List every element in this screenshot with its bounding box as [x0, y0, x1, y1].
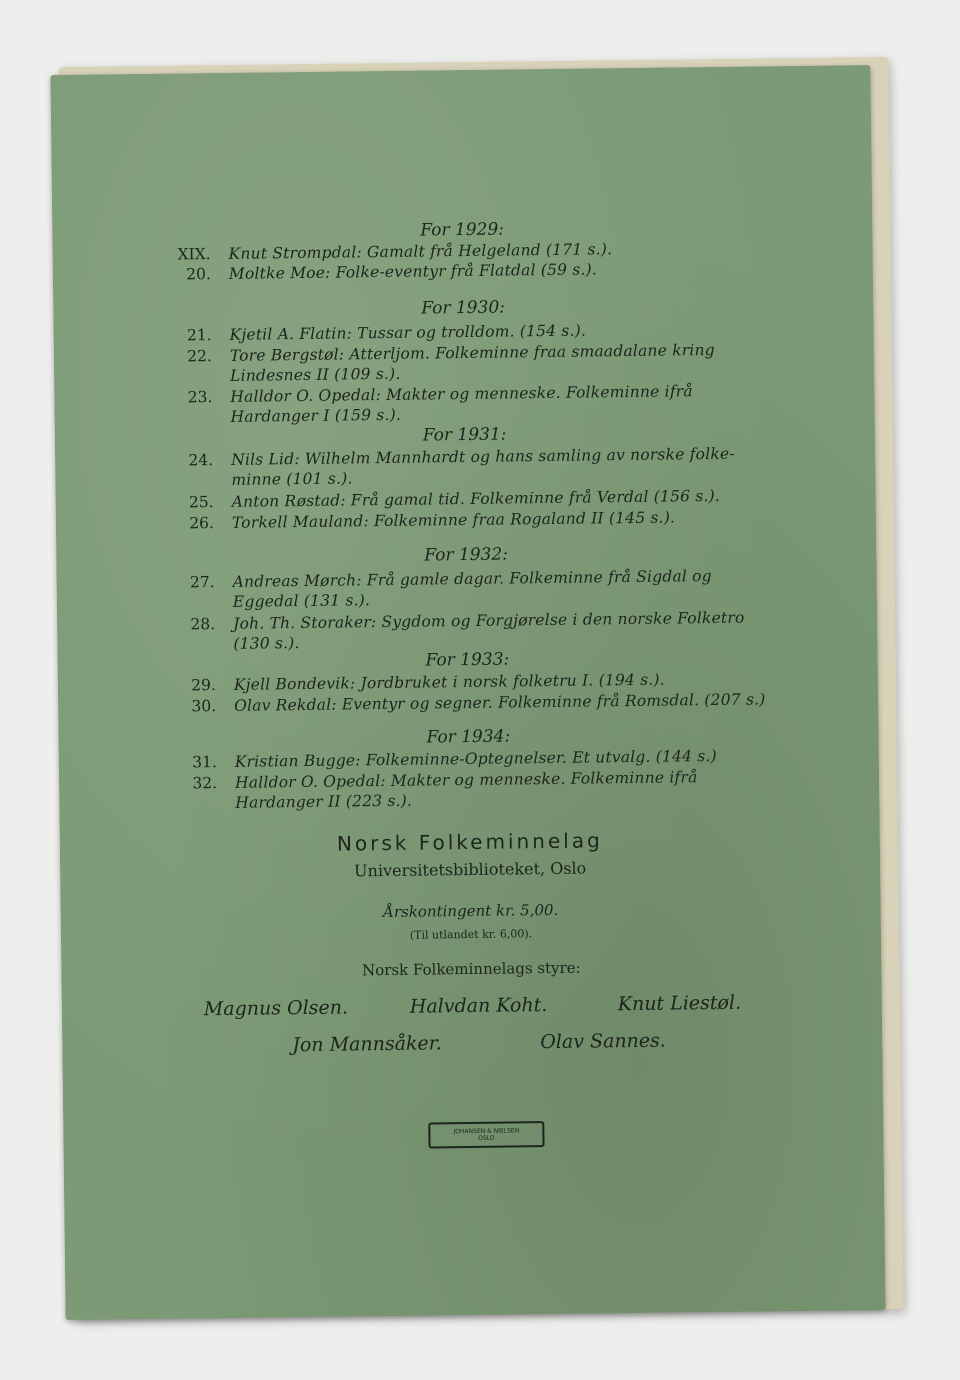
entry-text-continued: (130 s.).	[233, 634, 300, 653]
printer-city: OSLO	[478, 1134, 495, 1142]
entry-number: 20.	[186, 265, 211, 284]
entry-number: 27.	[189, 573, 215, 592]
entry-text-continued: Hardanger I (159 s.).	[230, 405, 402, 426]
year-heading-1929: For 1929:	[420, 219, 505, 241]
entry-text: Olav Rekdal: Eventyr og segner. Folkeminne frå Romsdal. (207 s.)	[234, 690, 766, 715]
board-member-name: Halvdan Koht.	[409, 994, 548, 1018]
printer-name: JOHANSEN & NIELSEN	[453, 1127, 520, 1136]
entry-text-continued: Eggedal (131 s.).	[232, 591, 371, 611]
entry-text-continued: Hardanger II (223 s.).	[235, 791, 413, 812]
board-heading: Norsk Folkeminnelags styre:	[361, 958, 581, 980]
entry-number: XIX.	[177, 245, 211, 264]
entry-text: Moltke Moe: Folke-eventyr frå Flatdal (59 s.).	[228, 260, 598, 283]
year-heading-1932: For 1932:	[424, 544, 509, 566]
entry-number: 31.	[192, 753, 217, 772]
year-heading-1933: For 1933:	[425, 649, 510, 671]
entry-text: Kjell Bondevik: Jordbruket i norsk folketru I. (194 s.).	[233, 670, 665, 694]
entry-number: 30.	[191, 697, 217, 716]
entry-text: Kristian Bugge: Folkeminne-Optegnelser. Et utvalg. (144 s.)	[234, 746, 717, 771]
board-member-name: Olav Sannes.	[540, 1029, 667, 1054]
entry-text-continued: minne (101 s.).	[231, 469, 353, 489]
entry-number: 23.	[187, 388, 213, 407]
entry-number: 21.	[186, 326, 212, 345]
entry-number: 22.	[187, 347, 212, 366]
entry-text: Anton Røstad: Frå gamal tid. Folkeminne frå Verdal (156 s.).	[231, 486, 721, 511]
entry-number: 28.	[190, 615, 216, 634]
entry-text: Torkell Mauland: Folkeminne fraa Rogaland II (145 s.).	[231, 508, 676, 532]
organization-name: Norsk Folkeminnelag	[336, 828, 603, 856]
booklet-back-cover	[50, 65, 885, 1320]
entry-text: Joh. Th. Storaker: Sygdom og Forgjørelse i den norske Folketro	[233, 608, 745, 633]
entry-text: Kjetil A. Flatin: Tussar og trolldom. (154 s.).	[229, 321, 587, 344]
entry-number: 32.	[192, 774, 218, 793]
entry-text: Nils Lid: Wilhelm Mannhardt og hans samling av norske folke-	[231, 444, 735, 469]
entry-text: Halldor O. Opedal: Makter og menneske. Folkeminne ifrå	[230, 382, 693, 406]
entry-text: Andreas Mørch: Frå gamle dagar. Folkeminne frå Sigdal og	[232, 567, 712, 591]
board-member-name: Magnus Olsen.	[203, 996, 349, 1021]
entry-number: 24.	[188, 451, 214, 470]
year-heading-1931: For 1931:	[422, 424, 507, 446]
entry-text: Halldor O. Opedal: Makter og menneske. Folkeminne ifrå	[234, 768, 698, 792]
entry-text: Tore Bergstøl: Atterljom. Folkeminne fraa smaadalane kring	[229, 340, 715, 365]
entry-number: 26.	[189, 514, 215, 533]
board-member-name: Jon Mannsåker.	[292, 1032, 442, 1057]
entry-text: Knut Strompdal: Gamalt frå Helgeland (171 s.).	[228, 240, 613, 263]
year-heading-1934: For 1934:	[426, 726, 511, 748]
membership-fee: Årskontingent kr. 5,00.	[382, 900, 559, 922]
membership-fee-abroad: (Til utlandet kr. 6,00).	[409, 927, 533, 942]
entry-number: 29.	[191, 676, 217, 695]
year-heading-1930: For 1930:	[421, 297, 506, 319]
entry-number: 25.	[188, 493, 214, 512]
organization-address: Universitetsbiblioteket, Oslo	[353, 858, 587, 881]
board-member-name: Knut Liestøl.	[617, 991, 742, 1016]
printer-mark	[428, 1121, 544, 1148]
entry-text-continued: Lindesnes II (109 s.).	[230, 364, 401, 385]
